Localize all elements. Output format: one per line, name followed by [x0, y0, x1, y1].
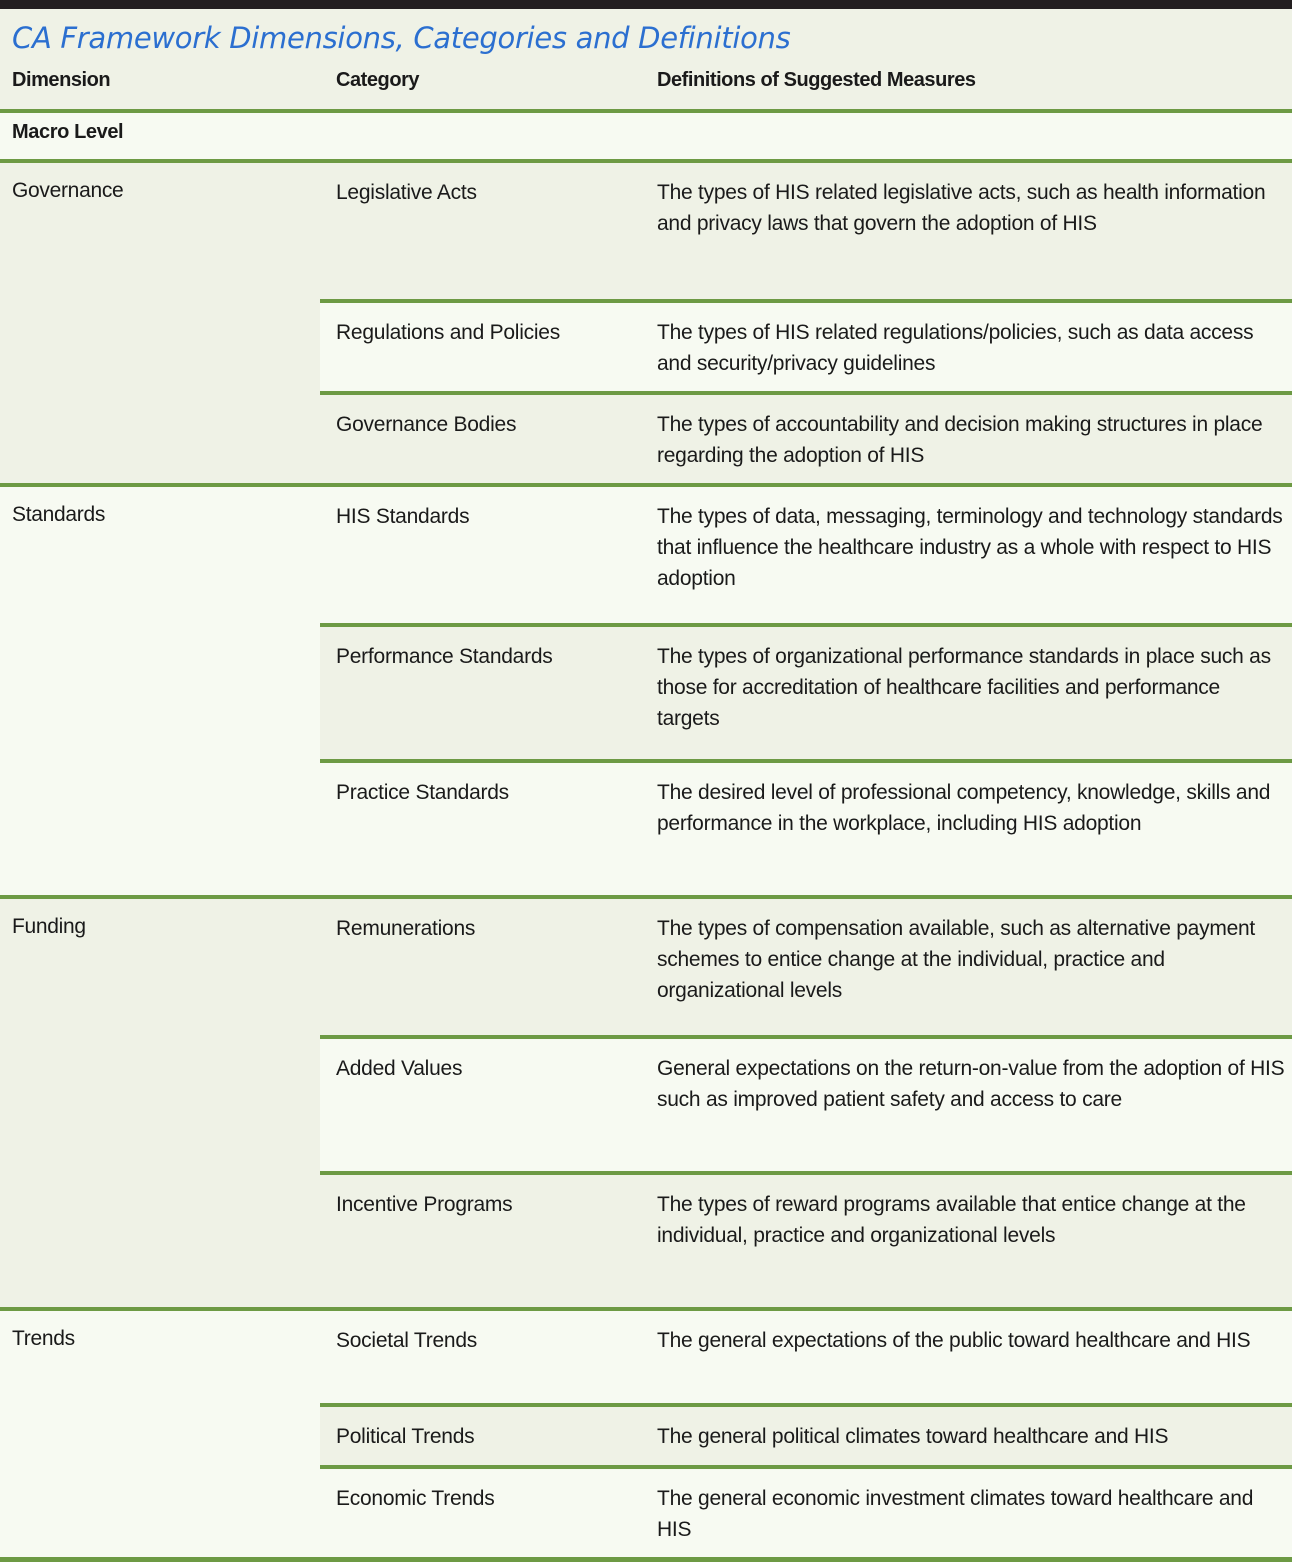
category-cell: Governance Bodies [336, 412, 517, 436]
row-divider-rule [320, 623, 1292, 627]
dimension-label: Governance [12, 178, 124, 202]
row-divider-rule [320, 1465, 1292, 1469]
dimension-block [0, 487, 1292, 895]
category-cell: Political Trends [336, 1424, 475, 1448]
category-cell: Legislative Acts [336, 180, 477, 204]
top-black-rule [0, 0, 1292, 9]
row-divider-rule [320, 299, 1292, 303]
category-cell: HIS Standards [336, 504, 470, 528]
row-divider-rule [320, 1171, 1292, 1175]
definition-cell: General expectations on the return-on-value from the adoption of HIS such as improved patient safety and access to care [657, 1056, 1285, 1111]
column-header-category: Category [336, 68, 420, 91]
title-band [0, 9, 1292, 61]
section-banner-label: Macro Level [12, 120, 124, 143]
table-title: CA Framework Dimensions, Categories and Definitions [12, 21, 791, 55]
dimension-label: Trends [12, 1326, 75, 1350]
category-cell: Performance Standards [336, 644, 553, 668]
table-row [0, 163, 1292, 299]
table-row [0, 899, 1292, 1035]
row-divider-rule [320, 759, 1292, 763]
table-row [0, 1035, 1292, 1171]
definition-cell: The general expectations of the public toward healthcare and HIS [657, 1328, 1251, 1352]
table-row [0, 759, 1292, 895]
row-divider-rule [320, 1035, 1292, 1039]
row-divider-rule [320, 391, 1292, 395]
column-header-definitions: Definitions of Suggested Measures [657, 68, 976, 91]
category-cell: Societal Trends [336, 1328, 477, 1352]
table-row [0, 1403, 1292, 1465]
category-cell: Economic Trends [336, 1486, 495, 1510]
category-cell: Practice Standards [336, 780, 509, 804]
row-divider-rule [320, 1403, 1292, 1407]
category-cell: Added Values [336, 1056, 463, 1080]
table-body [0, 163, 1292, 1557]
table-header-row [0, 61, 1292, 109]
definition-cell: The types of accountability and decision making structures in place regarding the adoption of HIS [657, 412, 1263, 467]
column-header-dimension: Dimension [12, 68, 111, 91]
definition-cell: The types of reward programs available that entice change at the individual, practice and organizational levels [657, 1192, 1246, 1247]
definition-cell: The types of compensation available, such as alternative payment schemes to entice change at the individual, practice and organizational levels [657, 916, 1256, 1002]
definition-cell: The general economic investment climates toward healthcare and HIS [657, 1486, 1254, 1541]
definition-cell: The general political climates toward healthcare and HIS [657, 1424, 1169, 1448]
definition-cell: The types of data, messaging, terminology and technology standards that influence the healthcare industry as a whole with respect to HIS adoption [657, 504, 1283, 590]
dimension-block [0, 163, 1292, 483]
table-row [0, 623, 1292, 759]
category-cell: Incentive Programs [336, 1192, 513, 1216]
definition-cell: The desired level of professional competency, knowledge, skills and performance in the workplace, including HIS adoption [657, 780, 1271, 835]
table-row [0, 299, 1292, 391]
table-row [0, 1311, 1292, 1403]
table-row [0, 391, 1292, 483]
table-row [0, 1465, 1292, 1557]
dimension-label: Standards [12, 502, 106, 526]
definition-cell: The types of HIS related regulations/policies, such as data access and security/privacy guidelines [657, 320, 1254, 375]
category-cell: Regulations and Policies [336, 320, 560, 344]
dimension-block [0, 899, 1292, 1307]
table-bottom-rule [0, 1557, 1292, 1562]
definition-cell: The types of organizational performance standards in place such as those for accreditation of healthcare facilities and performance targets [657, 644, 1271, 730]
table-row [0, 487, 1292, 623]
table-row [0, 1171, 1292, 1307]
section-banner-macro-level [0, 113, 1292, 159]
definition-cell: The types of HIS related legislative acts, such as health information and privacy laws that govern the adoption of HIS [657, 180, 1266, 235]
category-cell: Remunerations [336, 916, 476, 940]
dimension-block [0, 1311, 1292, 1557]
dimension-label: Funding [12, 914, 86, 938]
